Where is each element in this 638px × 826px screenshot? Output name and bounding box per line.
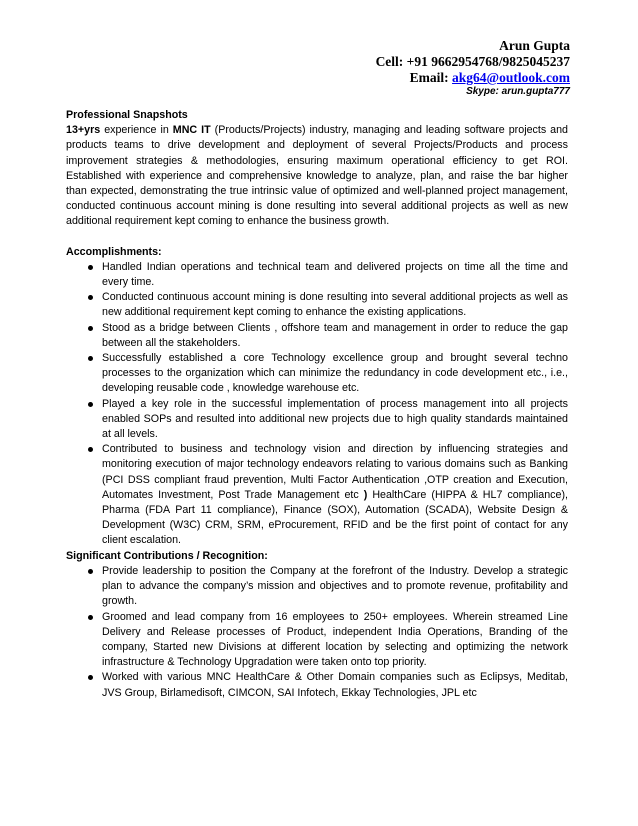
list-item [66,260,568,290]
list-item [66,290,568,320]
accomplishments-heading: Accomplishments: [66,245,162,258]
list-item-text: Successfully established a core Technology excellence group and brought several techno processes to the organization which can minimize the redundancy in code development etc., i.e., developing reusable code , knowledge warehouse etc. [102,352,568,395]
list-item-text: Worked with various MNC HealthCare & Other Domain companies such as Eclipsys, Meditab, JVS Group, Birlamedisoft, CIMCON, SAI Infotech, Ekkay Technologies, JPL etc [102,671,568,699]
bullet-icon [88,675,93,680]
skype-id: arun.gupta777 [501,86,570,97]
cell-number: Cell: +91 9662954768/9825045237 [375,54,570,69]
list-item-text: Contributed to business and technology vision and direction by influencing strategies and monitoring execution of major technology endeavors relating to various domains such as Banking (PCI DSS compliant fraud prevention, Multi Factor Authentication ,OTP creation and Execution, Automates Investment, Post Trade Management etc [102,443,568,501]
bullet-icon [88,447,93,452]
snapshot-text-2: (Products/Projects) industry, managing and leading software projects and products teams to drive development and deployment of several Projects/Products and process improvement strategies & methodologies, ensuring maximum operational efficiency to get ROI. Established with experience and comprehensive knowledge to analyze, plan, and raise the bar higher than expected, demonstrating the true intrinsic value of optimized and well-planned project management, conducted continuous account mining is done resulting into several additional projects as well as new additional requirement kept coming to enhance the business growth. [66,124,568,228]
list-item-text: Provide leadership to position the Company at the forefront of the Industry. Develop a strategic plan to advance the company’s mission and objectives and to promote revenue, profitability and growth. [102,564,568,608]
section-spacer [66,230,568,245]
resume-body [66,108,568,701]
accomplishments-list [66,260,568,549]
skype-label: Skype: [466,86,499,97]
list-item-text-cont: HealthCare (HIPPA & HL7 compliance), Pharma (FDA Part 11 compliance), Finance (SOX), Automation (SCADA), Website Design & Development (W3C) CRM, SRM, eProcurement, RFID and be the first point of contact for any client escalation. [102,488,568,547]
contributions-list [66,564,568,701]
bold-paren: ) [363,488,368,501]
industry-label: MNC IT [172,124,211,137]
bullet-icon [88,265,93,270]
snapshot-text-1: experience in [100,124,173,137]
list-item-text: Stood as a bridge between Clients , offshore team and management in order to reduce the gap between all the stakeholders. [102,321,568,349]
list-item-text: Played a key role in the successful implementation of process management into all projects enabled SOPs and resulted into additional new projects due to high quality standards maintained at all levels. [102,397,568,441]
snapshot-paragraph [66,123,568,229]
email-label: Email: [409,70,453,85]
bullet-icon [88,356,93,361]
experience-years: 13+yrs [66,124,101,137]
contributions-heading: Significant Contributions / Recognition: [66,549,268,562]
contact-header [376,38,570,98]
email-link[interactable]: akg64@outlook.com [452,70,570,85]
list-item [66,397,568,443]
candidate-name: Arun Gupta [499,38,570,53]
list-item [66,442,568,548]
bullet-icon [88,569,93,574]
email-line [376,70,570,86]
bullet-icon [88,326,93,331]
list-item [66,351,568,397]
bullet-icon [88,615,93,620]
bullet-icon [88,402,93,407]
list-item [66,670,568,700]
bullet-icon [88,295,93,300]
list-item-text: Groomed and lead company from 16 employees to 250+ employees. Wherein streamed Line Delivery and Release processes of Product, independent India Operations, Branding of the company, Started new Divisions at different location by selecting and optimizing the network infrastructure & Technology Upgradation were taken onto top priority. [102,610,568,669]
list-item [66,610,568,671]
snapshot-heading: Professional Snapshots [66,109,188,121]
skype-line [376,86,570,98]
list-item-text: Handled Indian operations and technical team and delivered projects on time all the time and every time. [102,260,568,289]
list-item [66,564,568,610]
list-item [66,321,568,351]
list-item-text: Conducted continuous account mining is done resulting into several additional projects as well as new additional requirement kept coming to enhance the existing applications. [102,291,568,319]
